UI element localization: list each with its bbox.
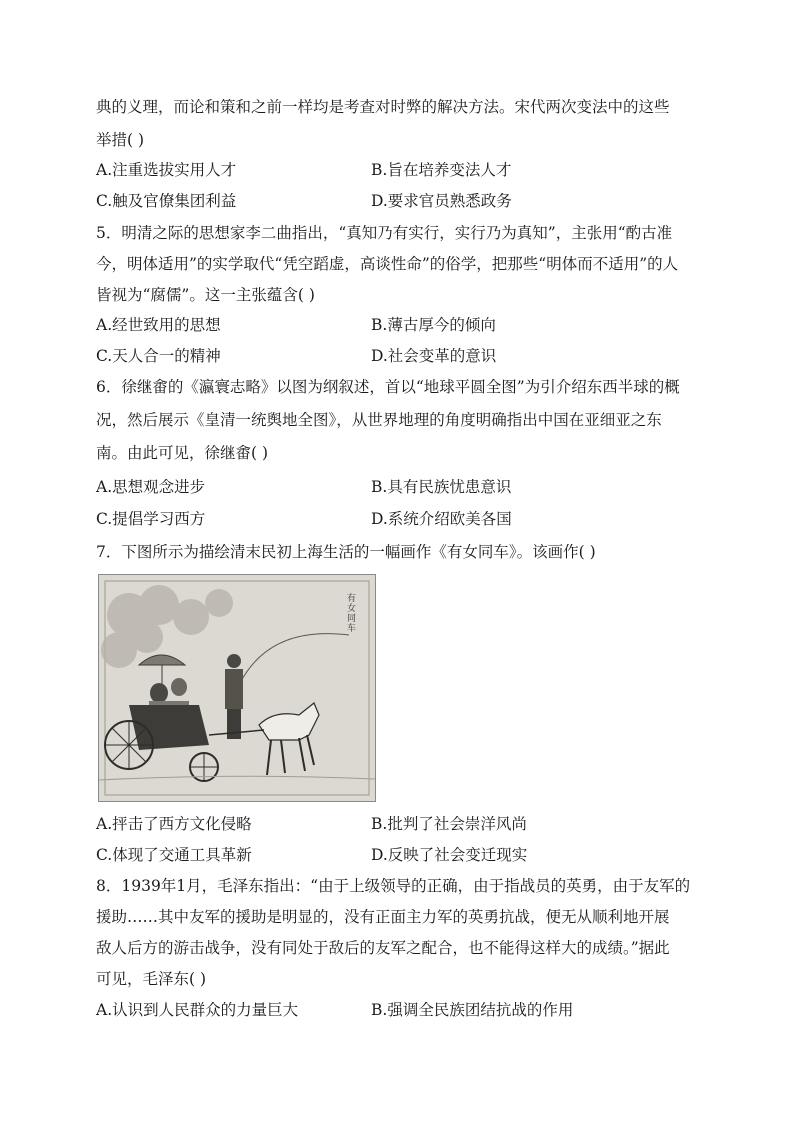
q4-stem-line-1: 典的义理，而论和策和之前一样均是考查对时弊的解决方法。宋代两次变法中的这些 (96, 98, 670, 116)
q7-option-a[interactable]: A.抨击了西方文化侵略 (96, 815, 252, 833)
q6-stem-line-2: 况，然后展示《皇清一统舆地全图》，从世界地理的角度明确指出中国在亚细亚之东 (96, 411, 662, 429)
q8-option-b[interactable]: B.强调全民族团结抗战的作用 (371, 1001, 574, 1019)
q6-option-b[interactable]: B.具有民族忧患意识 (371, 478, 512, 496)
q8-option-a[interactable]: A.认识到人民群众的力量巨大 (96, 1001, 299, 1019)
q5-option-d[interactable]: D.社会变革的意识 (371, 347, 497, 365)
q4-stem-line-2: 举措( ) (96, 131, 145, 149)
q6-option-c[interactable]: C.提倡学习西方 (96, 510, 206, 528)
q8-stem-line-3: 敌人后方的游击战争，没有同处于敌后的友军之配合，也不能得这样大的成绩。”据此 (96, 939, 670, 957)
q8-stem-line-1: 8．1939年1月，毛泽东指出：“由于上级领导的正确，由于指战员的英勇，由于友军的 (96, 877, 691, 895)
carriage-painting-figure (98, 574, 376, 802)
q7-option-b[interactable]: B.批判了社会崇洋风尚 (371, 815, 527, 833)
q4-option-c[interactable]: C.触及官僚集团利益 (96, 192, 237, 210)
painting-title-inscription: 有女同车 (345, 593, 355, 633)
q5-stem-line-2: 今，明体适用”的实学取代“凭空蹈虚，高谈性命”的俗学，把那些“明体而不适用”的人 (96, 255, 679, 273)
q6-option-d[interactable]: D.系统介绍欧美各国 (371, 510, 512, 528)
q8-stem-line-4: 可见，毛泽东( ) (96, 970, 207, 988)
q8-stem-line-2: 援助……其中友军的援助是明显的，没有正面主力军的英勇抗战，便无从顺利地开展 (96, 908, 670, 926)
q5-stem-line-1: 5．明清之际的思想家李二曲指出，“真知乃有实行，实行乃为真知”，主张用“酌古准 (96, 224, 673, 242)
q6-option-a[interactable]: A.思想观念进步 (96, 478, 206, 496)
q4-option-b[interactable]: B.旨在培养变法人才 (371, 161, 512, 179)
q5-option-a[interactable]: A.经世致用的思想 (96, 316, 221, 334)
q7-option-c[interactable]: C.体现了交通工具革新 (96, 846, 252, 864)
q5-option-c[interactable]: C.天人合一的精神 (96, 347, 221, 365)
q7-option-d[interactable]: D.反映了社会变迁现实 (371, 846, 528, 864)
q5-stem-line-3: 皆视为“腐儒”。这一主张蕴含( ) (96, 286, 315, 304)
q4-option-a[interactable]: A.注重选拔实用人才 (96, 161, 237, 179)
q4-option-d[interactable]: D.要求官员熟悉政务 (371, 192, 512, 210)
q6-stem-line-3: 南。由此可见，徐继畬( ) (96, 444, 269, 462)
q5-option-b[interactable]: B.薄古厚今的倾向 (371, 316, 496, 334)
q7-stem-line-1: 7．下图所示为描绘清末民初上海生活的一幅画作《有女同车》。该画作( ) (96, 543, 596, 561)
q6-stem-line-1: 6．徐继畬的《瀛寰志略》以图为纲叙述，首以“地球平圆全图”为引介绍东西半球的概 (96, 378, 680, 396)
